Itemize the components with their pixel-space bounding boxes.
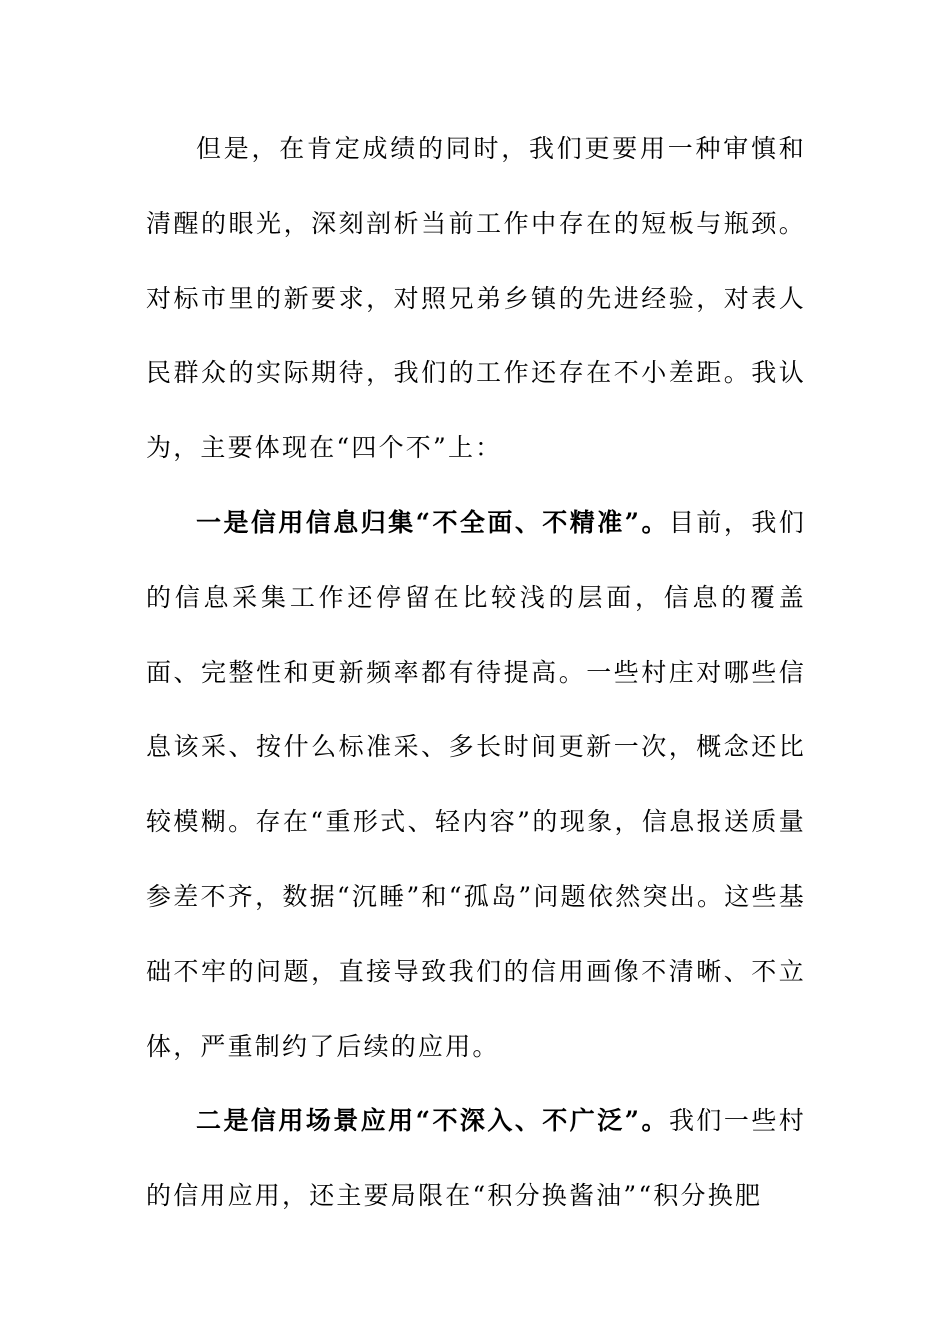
paragraph-body: 我们一些村的信用应用，还主要局限在“积分换酱油”“积分换肥 — [146, 1106, 806, 1211]
paragraph-intro — [146, 112, 806, 486]
paragraph-body: 但是，在肯定成绩的同时，我们更要用一种审慎和清醒的眼光，深刻剖析当前工作中存在的短板与瓶颈。对标市里的新要求，对照兄弟乡镇的先进经验，对表人民群众的实际期待，我们的工作还存在不小差距。我认为，主要体现在“四个不”上： — [146, 134, 806, 463]
paragraph-lead: 二是信用场景应用“不深入、不广泛”。 — [196, 1106, 669, 1136]
document-page — [146, 112, 806, 1234]
paragraph-body: 目前，我们的信息采集工作还停留在比较浅的层面，信息的覆盖面、完整性和更新频率都有待提高。一些村庄对哪些信息该采、按什么标准采、多长时间更新一次，概念还比较模糊。存在“重形式、轻内容”的现象，信息报送质量参差不齐，数据“沉睡”和“孤岛”问题依然突出。这些基础不牢的问题，直接导致我们的信用画像不清晰、不立体，严重制约了后续的应用。 — [146, 507, 806, 1061]
paragraph-point-one — [146, 486, 806, 1084]
paragraph-lead: 一是信用信息归集“不全面、不精准”。 — [196, 507, 669, 537]
paragraph-point-two — [146, 1084, 806, 1234]
